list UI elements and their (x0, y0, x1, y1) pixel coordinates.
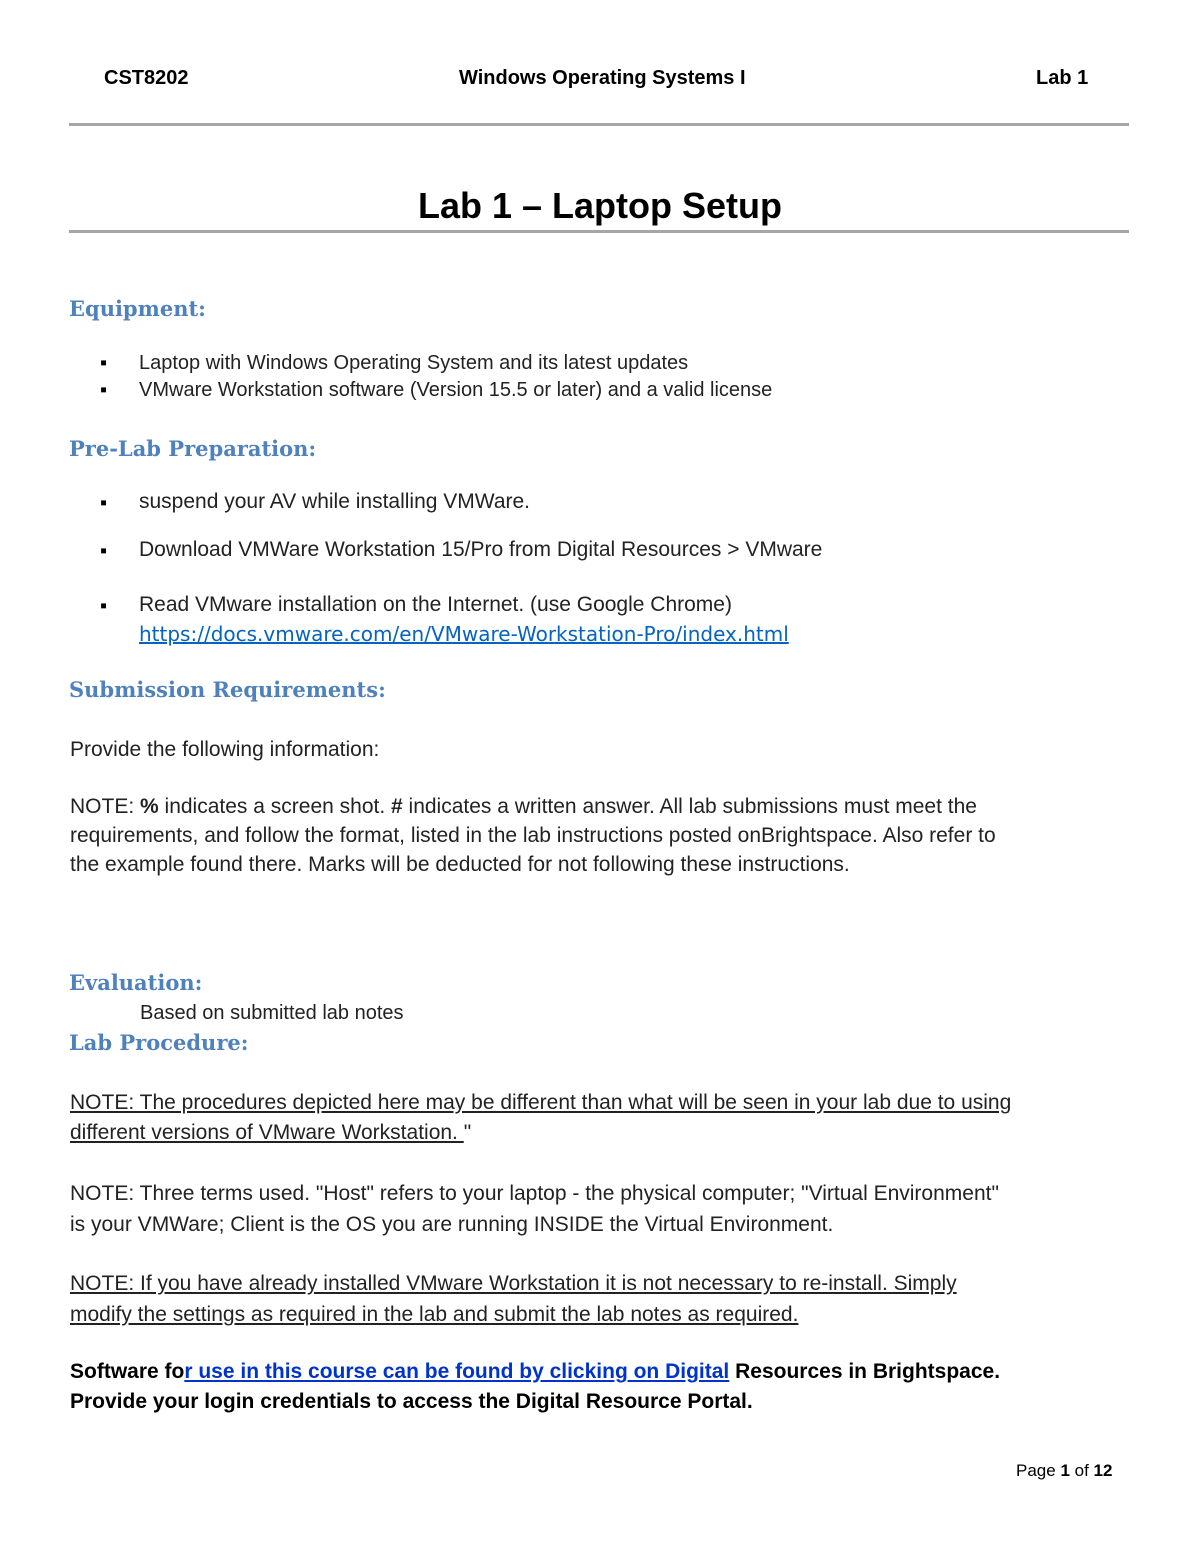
procedure-note3-line1: NOTE: If you have already installed VMware Workstation it is not necessary to re-install. Simply (70, 1272, 957, 1295)
note-line1-rest: indicates a written answer. All lab submissions must meet the (402, 795, 977, 818)
prelab-item: suspend your AV while installing VMWare. (139, 490, 531, 513)
page-label: Page (1016, 1461, 1061, 1480)
procedure-note2-line2: is your VMWare; Client is the OS you are running INSIDE the Virtual Environment. (70, 1213, 834, 1236)
procedure-note2-line1: NOTE: Three terms used. "Host" refers to your laptop - the physical computer; "Virtual Environment" (70, 1182, 999, 1205)
procedure-note3-line2: modify the settings as required in the lab and submit the lab notes as required. (70, 1303, 799, 1326)
bullet-icon: ▪ (100, 352, 108, 374)
header-course-name: Windows Operating Systems I (459, 67, 746, 89)
page-of-label: of (1069, 1461, 1094, 1480)
submission-note-line2: requirements, and follow the format, listed in the lab instructions posted onBrightspace. Also refer to (70, 824, 996, 847)
note-prefix: NOTE: (70, 795, 141, 818)
prelab-heading: Pre-Lab Preparation: (69, 436, 317, 461)
submission-note-line1 (70, 792, 996, 821)
digital-resources-link[interactable]: r use in this course can be found by clicking on Digital (184, 1360, 730, 1383)
evaluation-text: Based on submitted lab notes (140, 1002, 404, 1024)
equipment-item: VMware Workstation software (Version 15.5 or later) and a valid license (139, 379, 773, 401)
answer-symbol: # (391, 795, 403, 818)
page-title: Lab 1 – Laptop Setup (417, 185, 783, 226)
procedure-note-terms (70, 1178, 999, 1240)
prelab-item: Read VMware installation on the Internet. (use Google Chrome) (139, 593, 732, 616)
page-total: 12 (1093, 1461, 1113, 1480)
equipment-heading: Equipment: (69, 296, 206, 321)
header-lab-label: Lab 1 (1036, 67, 1089, 89)
header-course-code: CST8202 (104, 67, 189, 89)
submission-intro: Provide the following information: (70, 738, 380, 761)
page-current: 1 (1060, 1461, 1070, 1480)
equipment-item: Laptop with Windows Operating System and its latest updates (139, 352, 689, 374)
submission-heading: Submission Requirements: (69, 677, 386, 702)
submission-note (70, 792, 996, 879)
submission-note-line3: the example found there. Marks will be deducted for not following these instructions. (70, 853, 850, 876)
procedure-heading: Lab Procedure: (69, 1030, 249, 1055)
bullet-icon: ▪ (100, 540, 108, 562)
procedure-note-versions (70, 1088, 1011, 1148)
procedure-note1-line2: different versions of VMware Workstation. (70, 1121, 464, 1144)
software-text-a: Software fo (70, 1360, 185, 1383)
note-mid: indicates a screen shot. (158, 795, 391, 818)
procedure-note1-tail: " (463, 1121, 472, 1144)
header-divider (69, 123, 1129, 126)
page-number (1016, 1461, 1112, 1481)
title-divider (69, 230, 1129, 233)
procedure-note-reinstall (70, 1268, 957, 1330)
bullet-icon: ▪ (100, 595, 108, 617)
prelab-item: Download VMWare Workstation 15/Pro from Digital Resources > VMware (139, 538, 823, 561)
evaluation-heading: Evaluation: (69, 970, 203, 995)
screenshot-symbol: % (140, 795, 159, 818)
software-line2: Provide your login credentials to access the Digital Resource Portal. (70, 1390, 753, 1413)
bullet-icon: ▪ (100, 379, 108, 401)
procedure-note1-line1: NOTE: The procedures depicted here may be different than what will be seen in your lab due to using (70, 1091, 1012, 1114)
software-text-b: Resources in Brightspace. (729, 1360, 1001, 1383)
software-notice (70, 1357, 1000, 1417)
vmware-docs-link[interactable]: https://docs.vmware.com/en/VMware-Workstation-Pro/index.html (139, 622, 789, 646)
bullet-icon: ▪ (100, 492, 108, 514)
